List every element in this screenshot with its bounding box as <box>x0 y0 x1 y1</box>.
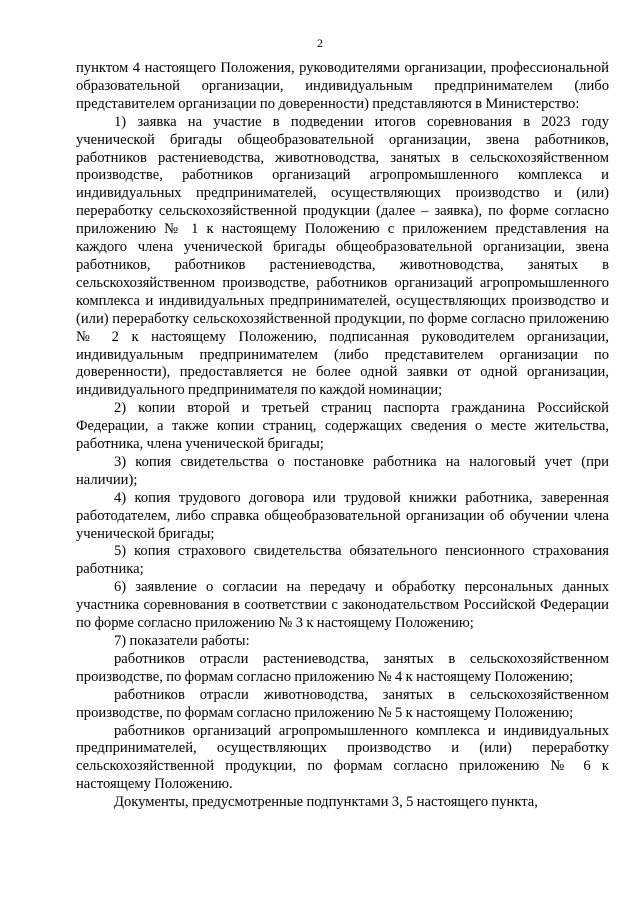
document-body <box>76 60 609 812</box>
paragraph-item-3-tax-certificate: 3) копия свидетельства о постановке работника на налоговый учет (при наличии); <box>76 453 609 488</box>
paragraph-item-7-work-indicators: 7) показатели работы: <box>114 633 250 649</box>
paragraph-agro-organizations: работников организаций агропромышленного комплекса и индивидуальных предпринимателей, осуществляющих производство и (или) переработку сельскохозяйственной продукции, по формам согласно приложению № 6 к настоящему Положению. <box>76 722 609 793</box>
paragraph-item-1-application: 1) заявка на участие в подведении итогов соревнования в 2023 году ученической бригады общеобразовательной организации, звена работников, работников растениеводства, животноводства, занятых в сельскохозяйственном производстве, работников организаций агропромышленного комплекса и индивидуальных предпринимателей, осуществляющих производство и (или) переработку сельскохозяйственной продукции (далее – заявка), по форме согласно приложению № 1 к настоящему Положению с приложением представления на каждого члена ученической бригады общеобразовательной организации, звена работников, работников растениеводства, животноводства, занятых в сельскохозяйственном производстве, работников организаций агропромышленного комплекса и индивидуальных предпринимателей, осуществляющих производство и (или) переработку сельскохозяйственной продукции, по форме согласно приложению № 2 к настоящему Положению, подписанная руководителем организации, индивидуальным предпринимателем (либо представителем организации по доверенности), предоставляется не более одной заявки от одной организации, индивидуального предпринимателя по каждой номинации; <box>76 113 609 399</box>
paragraph: пунктом 4 настоящего Положения, руководителями организации, профессиональной образовательной организации, индивидуальным предпринимателем (либо представителем организации по доверенности) представляются в Министерство: <box>76 60 609 112</box>
paragraph-crop-workers: работников отрасли растениеводства, занятых в сельскохозяйственном производстве, по формам согласно приложению № 4 к настоящему Положению; <box>76 650 609 685</box>
paragraph-item-5-pension-insurance: 5) копия страхового свидетельства обязательного пенсионного страхования работника; <box>76 543 609 578</box>
paragraph-documents-continued: Документы, предусмотренные подпунктами 3, 5 настоящего пункта, <box>114 794 538 811</box>
paragraph-item-4-employment-contract: 4) копия трудового договора или трудовой книжки работника, заверенная работодателем, либо справка общеобразовательной организации об обучении члена ученической бригады; <box>76 489 609 542</box>
page-number: 2 <box>317 36 323 50</box>
paragraph-item-2-passport: 2) копии второй и третьей страниц паспорта гражданина Российской Федерации, а также копии страниц, содержащих сведения о месте жительства, работника, члена ученической бригады; <box>76 400 609 453</box>
paragraph-item-6-personal-data-consent: 6) заявление о согласии на передачу и обработку персональных данных участника соревнования в соответствии с законодательством Российской Федерации по форме согласно приложению № 3 к настоящему Положению; <box>76 579 609 632</box>
paragraph-livestock-workers: работников отрасли животноводства, занятых в сельскохозяйственном производстве, по формам согласно приложению № 5 к настоящему Положению; <box>76 686 609 721</box>
